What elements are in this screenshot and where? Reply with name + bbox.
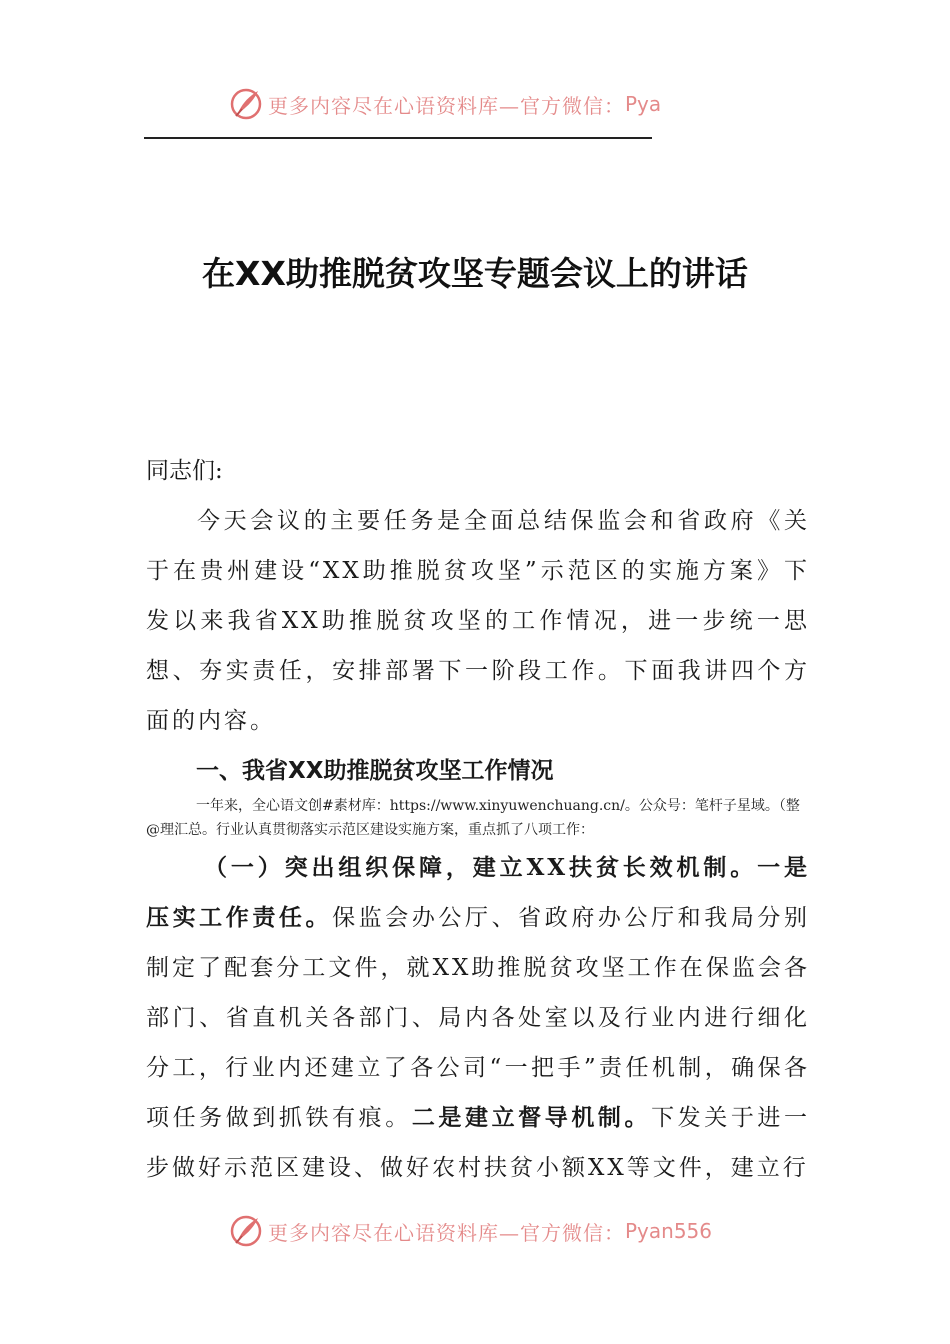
banner-text: 更多内容尽在心语资料库—官方微信： xyxy=(268,93,625,118)
inserted-note: 一年来，全心语文创#素材库：https://www.xinyuwenchuang.cn/。公众号：笔杆子星域。（整@理汇总。行业认真贯彻落实示范区建设实施方案，重点抓了八项工作： xyxy=(146,798,800,838)
subsection-paragraph-1 xyxy=(146,843,810,1193)
banner-wechat-id: Pya xyxy=(625,92,662,116)
banner-wechat-id: Pyan556 xyxy=(625,1219,713,1243)
subsection-lead: （一）突出组织保障，建立XX扶贫长效机制。 xyxy=(204,854,758,881)
document-title: 在XX助推脱贫攻坚专题会议上的讲话 xyxy=(202,254,748,293)
point1-text: 保监会办公厅、省政府办公厅和我局分别制定了配套分工文件，就XX助推脱贫攻坚工作在保监会各部门、省直机关各部门、局内各处室以及行业内进行细化分工，行业内还建立了各公司“一把手”责任机制，确保各项任务做到抓铁有痕。 xyxy=(146,905,811,1131)
salutation: 同志们: xyxy=(146,458,223,484)
header-watermark-banner xyxy=(228,84,662,124)
quill-logo-icon xyxy=(228,86,264,122)
point2-text: 下发关于进一步做好示范区建设、做好农村扶贫小额XX等文件，建立行 xyxy=(146,1105,811,1181)
header-divider xyxy=(144,137,652,139)
banner-text: 更多内容尽在心语资料库—官方微信： xyxy=(268,1220,625,1245)
point2-label: 二是建立督导机制。 xyxy=(411,1104,652,1131)
section-heading-1: 一、我省XX助推脱贫攻坚工作情况 xyxy=(196,758,554,784)
quill-logo-icon xyxy=(228,1213,264,1249)
point1-label: 一是压实工作责任。 xyxy=(146,854,810,931)
intro-paragraph: 今天会议的主要任务是全面总结保监会和省政府《关于在贵州建设“XX助推脱贫攻坚”示范区的实施方案》下发以来我省XX助推脱贫攻坚的工作情况，进一步统一思想、夯实责任，安排部署下一阶段工作。下面我讲四个方面的内容。 xyxy=(146,508,810,734)
footer-watermark-banner xyxy=(228,1211,713,1251)
